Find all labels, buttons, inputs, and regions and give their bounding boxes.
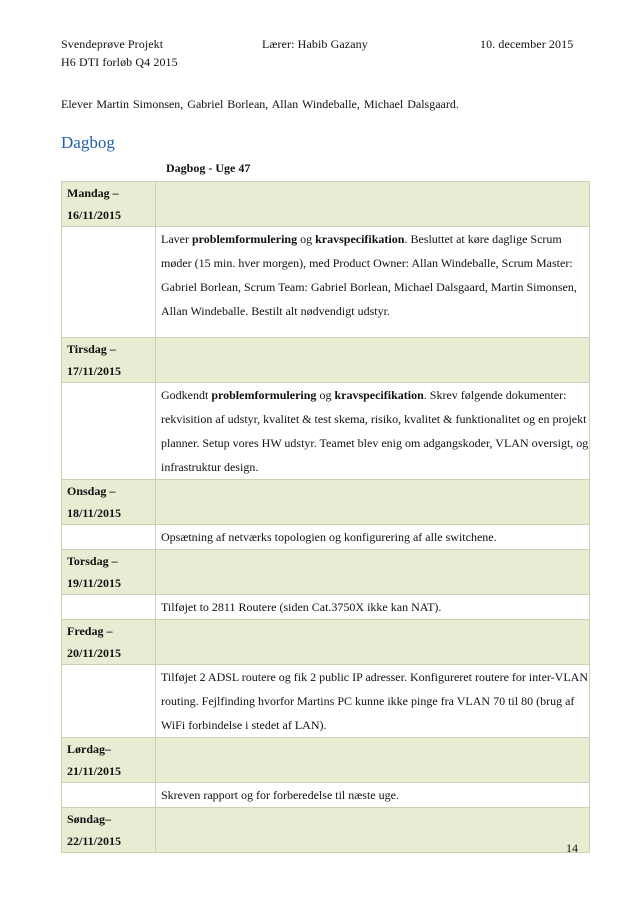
day-header-blank [156, 550, 590, 595]
day-header-blank [156, 738, 590, 783]
day-date: 19/11/2015 [67, 576, 122, 590]
day-cell [62, 620, 156, 665]
day-description: Laver problemformulering og kravspecifikation. Besluttet at køre daglige Scrum møder (15 min. hver morgen), med Product Owner: Allan Windeballe, Scrum Master: Gabriel Borlean, Scrum Team: Gabriel Borlean, Michael Dalsgaard, Martin Simonsen, Allan Windeballe. Bestilt alt nødvendigt udstyr. [156, 227, 590, 338]
diary-title: Dagbog - Uge 47 [166, 161, 251, 175]
day-cell [62, 480, 156, 525]
day-name: Torsdag – [67, 554, 118, 568]
day-header-row [62, 808, 590, 853]
header-date: 10. december 2015 [480, 37, 574, 51]
day-cell [62, 182, 156, 227]
day-cell [62, 550, 156, 595]
day-header-blank [156, 480, 590, 525]
day-header-blank [156, 808, 590, 853]
day-name: Fredag – [67, 624, 113, 638]
day-description: Godkendt problemformulering og kravspecifikation. Skrev følgende dokumenter: rekvisition af udstyr, kvalitet & test skema, risiko, kvalitet & funktionalitet og en projekt planner. Setup vores HW udstyr. Teamet blev enig om adgangskoder, VLAN oversigt, og infrastruktur design. [156, 383, 590, 480]
day-date: 20/11/2015 [67, 646, 122, 660]
day-header-row [62, 738, 590, 783]
header-class: H6 DTI forløb Q4 2015 [61, 55, 178, 69]
day-header-blank [156, 338, 590, 383]
day-date: 16/11/2015 [67, 208, 122, 222]
day-entry-row [62, 665, 590, 738]
day-cell [62, 738, 156, 783]
day-name: Onsdag – [67, 484, 116, 498]
day-entry-row [62, 783, 590, 808]
day-entry-row [62, 525, 590, 550]
day-cell [62, 338, 156, 383]
day-name: Søndag– [67, 812, 112, 826]
day-header-blank [156, 182, 590, 227]
students-line: Elever Martin Simonsen, Gabriel Borlean, Allan Windeballe, Michael Dalsgaard. [61, 97, 459, 111]
day-name: Lørdag– [67, 742, 112, 756]
day-description: Tilføjet to 2811 Routere (siden Cat.3750X ikke kan NAT). [156, 595, 590, 620]
day-name: Mandag – [67, 186, 119, 200]
page-number: 14 [566, 841, 578, 855]
day-cell [62, 808, 156, 853]
day-date: 21/11/2015 [67, 764, 122, 778]
day-description: Tilføjet 2 ADSL routere og fik 2 public IP adresser. Konfigureret routere for inter-VLAN routing. Fejlfinding hvorfor Martins PC kunne ikke pinge fra VLAN 70 til 80 (brug af WiFi forbindelse i stedet af LAN). [156, 665, 590, 738]
day-header-row [62, 338, 590, 383]
day-entry-row [62, 227, 590, 338]
day-name: Tirsdag – [67, 342, 116, 356]
day-header-blank [156, 620, 590, 665]
day-header-row [62, 620, 590, 665]
day-date: 17/11/2015 [67, 364, 122, 378]
header-teacher: Lærer: Habib Gazany [262, 37, 368, 51]
section-title: Dagbog [61, 133, 115, 152]
day-entry-row [62, 595, 590, 620]
header-project: Svendeprøve Projekt [61, 37, 164, 51]
day-description: Skreven rapport og for forberedelse til næste uge. [156, 783, 590, 808]
day-header-row [62, 182, 590, 227]
day-entry-row [62, 383, 590, 480]
day-header-row [62, 480, 590, 525]
diary-table [61, 181, 590, 853]
day-date: 18/11/2015 [67, 506, 122, 520]
day-description: Opsætning af netværks topologien og konfigurering af alle switchene. [156, 525, 590, 550]
day-header-row [62, 550, 590, 595]
day-date: 22/11/2015 [67, 834, 122, 848]
